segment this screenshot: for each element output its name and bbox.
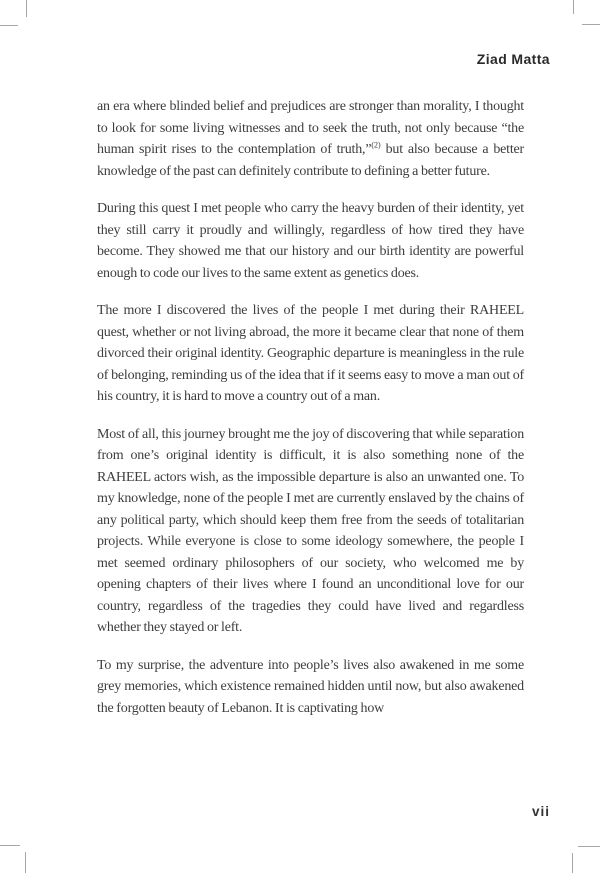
paragraph-text: an era where blinded belief and prejudices are stronger than morality, I thought to look for some living witnesses and to seek the truth, not only because “the human spirit rises to the contemplation of truth,” [97, 99, 524, 157]
paragraph: Most of all, this journey brought me the joy of discovering that while separation from one’s original identity is difficult, it is also something none of the RAHEEL actors wish, as the impossible departure is also an unwanted one. To my knowledge, none of the people I met are currently enslaved by the chains of any political party, which should keep them free from the seeds of totalitarian projects. While everyone is close to some ideology somewhere, the people I met seemed ordinary philosophers of our society, who welcomed me by opening chapters of their lives where I found an unconditional love for our country, regardless of the tragedies they could have lived and regardless whether they stayed or left. [97, 426, 524, 635]
crop-mark-top-right-vertical [573, 0, 574, 14]
crop-mark-bottom-left-vertical [25, 852, 26, 873]
page-number: vii [531, 804, 550, 819]
running-head-author: Ziad Matta [476, 51, 550, 67]
crop-mark-top-right-horizontal [582, 24, 600, 25]
page-body [97, 96, 524, 719]
footnote-reference: (2) [371, 140, 381, 150]
paragraph [97, 96, 524, 182]
crop-mark-top-left-horizontal [0, 25, 18, 26]
paragraph: During this quest I met people who carry the heavy burden of their identity, yet they still carry it proudly and willingly, regardless of how tired they have become. They showed me that our history and our birth identity are powerful enough to code our lives to the same extent as genetics does. [97, 201, 524, 281]
crop-mark-bottom-right-vertical [572, 853, 573, 873]
paragraph: To my surprise, the adventure into people’s lives also awakened in me some grey memories, which existence remained hidden until now, but also awakened the forgotten beauty of Lebanon. It is captivating how [97, 657, 524, 716]
crop-mark-top-left-vertical [26, 0, 27, 17]
crop-mark-bottom-right-horizontal [578, 846, 600, 847]
paragraph-text: but also because a better knowledge of the past can definitely contribute to defining a better future. [97, 142, 524, 179]
paragraph: The more I discovered the lives of the people I met during their RAHEEL quest, whether or not living abroad, the more it became clear that none of them divorced their original identity. Geographic departure is meaningless in the rule of belonging, reminding us of the idea that if it seems easy to move a man out of his country, it is hard to move a country out of a man. [97, 303, 524, 404]
crop-mark-bottom-left-horizontal [0, 845, 20, 846]
